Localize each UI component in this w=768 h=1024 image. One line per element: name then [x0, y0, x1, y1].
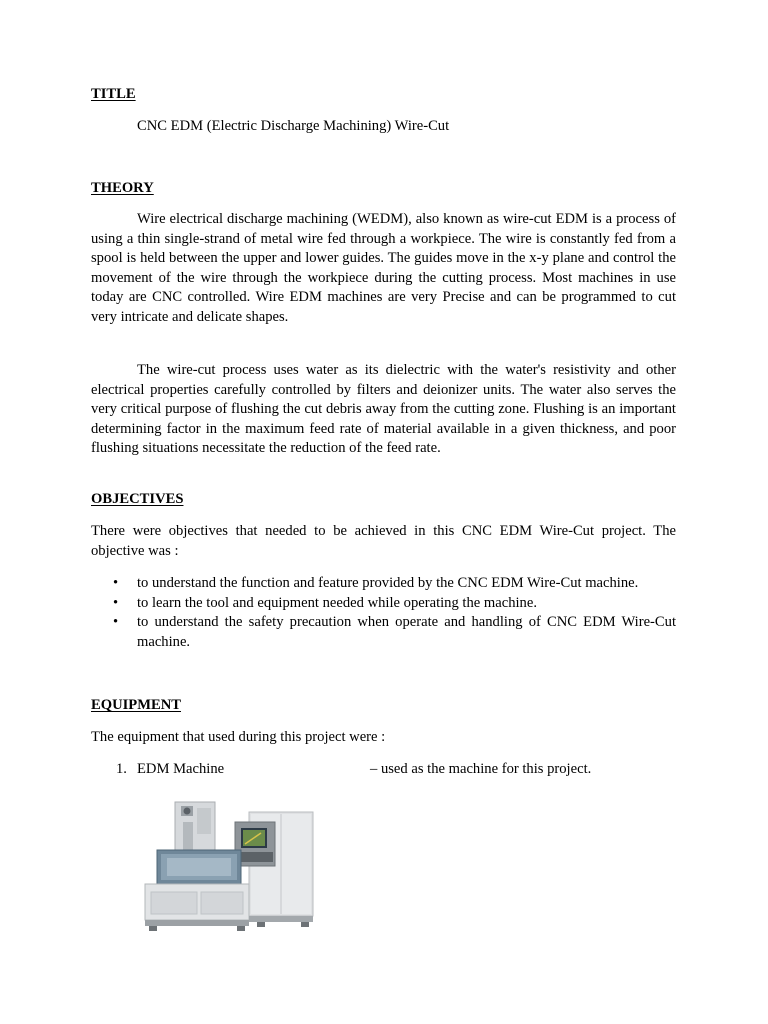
theory-paragraph-2: The wire-cut process uses water as its dielectric with the water's resistivity and other electrical properties carefully controlled by filters and deionizer units. The water also serves the very critical purpose of flushing the cut debris away from the cutting zone. Flushing is an important determining factor in the maximum feed rate of material available in a given thickness, and poor flushing situations necessitate the reduction of the feed rate.: [91, 362, 676, 457]
objectives-list: [91, 574, 676, 652]
equipment-item-description: – used as the machine for this project.: [370, 761, 592, 777]
equipment-item-name: EDM Machine: [137, 761, 225, 777]
objectives-heading: OBJECTIVES: [91, 491, 184, 507]
objectives-intro: There were objectives that needed to be achieved in this CNC EDM Wire-Cut project. The objective was :: [91, 523, 676, 559]
equipment-intro: The equipment that used during this project were :: [91, 729, 386, 745]
equipment-item-number: 1.: [116, 761, 127, 777]
theory-heading: THEORY: [91, 180, 154, 196]
document-title: CNC EDM (Electric Discharge Machining) Wire-Cut: [137, 118, 450, 134]
title-heading: TITLE: [91, 86, 136, 102]
edm-machine-image: [137, 800, 327, 934]
list-item: • to learn the tool and equipment needed while operating the machine.: [91, 594, 676, 614]
theory-paragraph-1: Wire electrical discharge machining (WEDM), also known as wire-cut EDM is a process of using a thin single-strand of metal wire fed through a workpiece. The wire is constantly fed from a spool is held between the upper and lower guides. The guides move in the x-y plane and control the movement of the wire through the workpiece during the cutting process. Most machines in use today are CNC controlled. Wire EDM machines are very Precise and can be programmed to cut very intricate and delicate shapes.: [91, 211, 676, 325]
list-item: • to understand the function and feature provided by the CNC EDM Wire-Cut machine.: [91, 574, 676, 594]
equipment-heading: EQUIPMENT: [91, 697, 181, 713]
list-item: • to understand the safety precaution when operate and handling of CNC EDM Wire-Cut machine.: [91, 613, 676, 652]
